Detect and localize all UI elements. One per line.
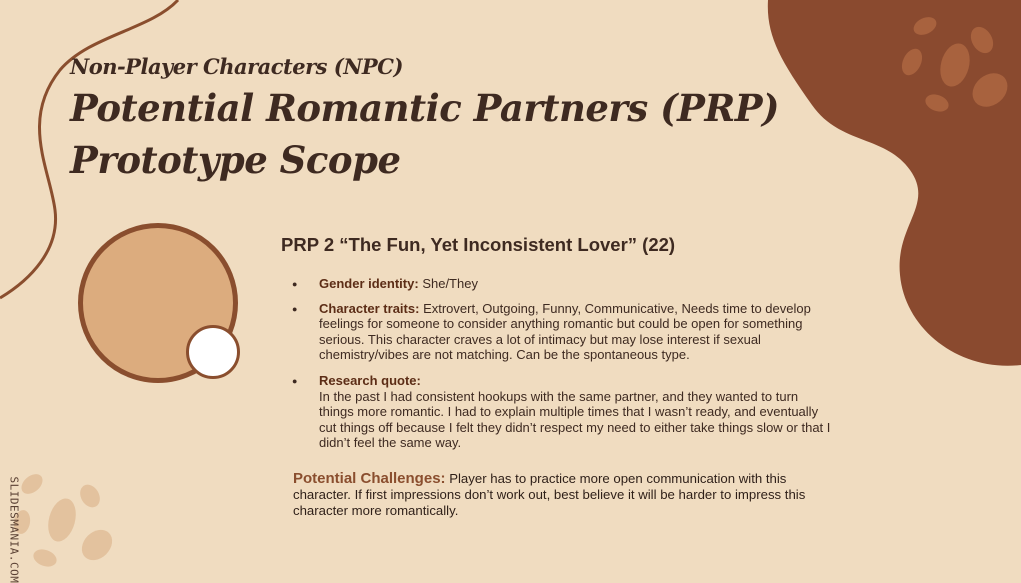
quote-label: Research quote:	[319, 372, 421, 388]
character-heading: PRP 2 “The Fun, Yet Inconsistent Lover” (22)	[281, 234, 676, 255]
traits-value: Extrovert, Outgoing, Funny, Communicative, Needs time to develop feelings for someone to consider anything romantic but could be open for something serious. This character craves a lot of intimacy but may lose interest if sexual chemistry/vibes are not matching. Can be the spontaneous type.	[319, 300, 811, 363]
coffee-bean-icon	[12, 470, 118, 569]
challenges-text: Player has to practice more open communication with this character. If first impressions don’t work out, best believe it will be harder to impress this character more romantically.	[293, 471, 806, 518]
quote-item	[292, 373, 832, 451]
challenges-label: Potential Challenges:	[293, 470, 446, 487]
traits-item	[292, 301, 832, 363]
slide-title-line2: Prototype Scope	[70, 138, 401, 182]
brand-watermark: SLIDESMANIA.COM	[7, 476, 21, 583]
challenges-paragraph	[293, 471, 813, 519]
quote-value: In the past I had consistent hookups with the same partner, and they wanted to turn things more romantic. I had to explain multiple times that I wasn’t ready, and eventually cut things off because I felt they didn’t respect my need to either take things slow or that I didn’t feel the same way.	[319, 388, 831, 451]
avatar-badge-circle	[186, 325, 240, 379]
traits-label: Character traits:	[319, 300, 420, 316]
gender-label: Gender identity:	[319, 276, 419, 291]
slide-title-line1: Potential Romantic Partners (PRP)	[70, 86, 780, 130]
character-details-list	[292, 276, 832, 451]
gender-value: She/They	[422, 276, 478, 291]
gender-item	[292, 276, 832, 292]
slide-subtitle: Non-Player Characters (NPC)	[70, 54, 403, 79]
